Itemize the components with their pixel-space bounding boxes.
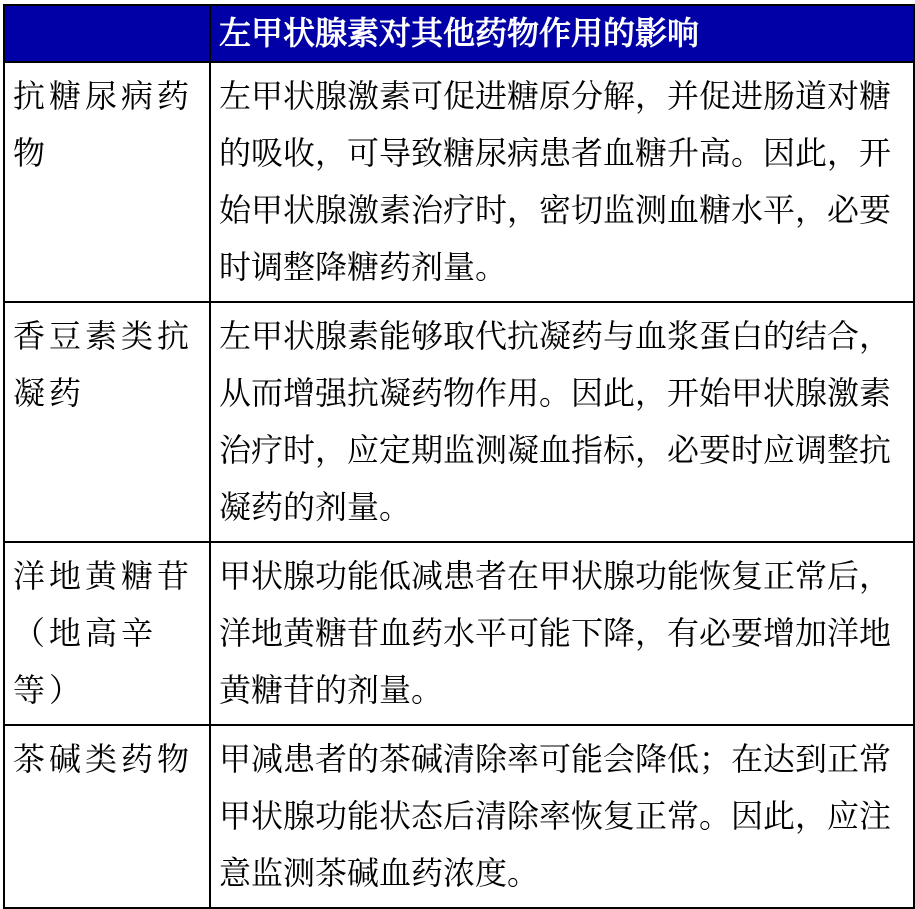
drug-name-cell: [4, 542, 210, 725]
drug-effect-cell: 甲减患者的茶碱清除率可能会降低；在达到正常甲状腺功能状态后清除率恢复正常。因此，应注意监测茶碱血药浓度。: [210, 725, 914, 908]
drug-name-note: （地高辛等）: [13, 614, 158, 709]
drug-name-cell: 香豆素类抗凝药: [4, 302, 210, 542]
drug-effect-cell: 左甲状腺激素可促进糖原分解，并促进肠道对糖的吸收，可导致糖尿病患者血糖升高。因此，开始甲状腺激素治疗时，密切监测血糖水平，必要时调整降糖药剂量。: [210, 62, 914, 302]
table-header-row: [4, 5, 914, 62]
table-row: [4, 62, 914, 302]
drug-effect-cell: 甲状腺功能低减患者在甲状腺功能恢复正常后，洋地黄糖苷血药水平可能下降，有必要增加洋地黄糖苷的剂量。: [210, 542, 914, 725]
header-title: 左甲状腺素对其他药物作用的影响: [210, 5, 914, 62]
drug-name: 洋地黄糖苷: [13, 557, 194, 595]
drug-effect-cell: 左甲状腺素能够取代抗凝药与血浆蛋白的结合，从而增强抗凝药物作用。因此，开始甲状腺激素治疗时，应定期监测凝血指标，必要时应调整抗凝药的剂量。: [210, 302, 914, 542]
drug-name-cell: 茶碱类药物: [4, 725, 210, 908]
drug-name-cell: 抗糖尿病药物: [4, 62, 210, 302]
table-row: [4, 302, 914, 542]
drug-interaction-table: [3, 4, 915, 909]
table-row: [4, 542, 914, 725]
header-cell-drug: [4, 5, 210, 62]
